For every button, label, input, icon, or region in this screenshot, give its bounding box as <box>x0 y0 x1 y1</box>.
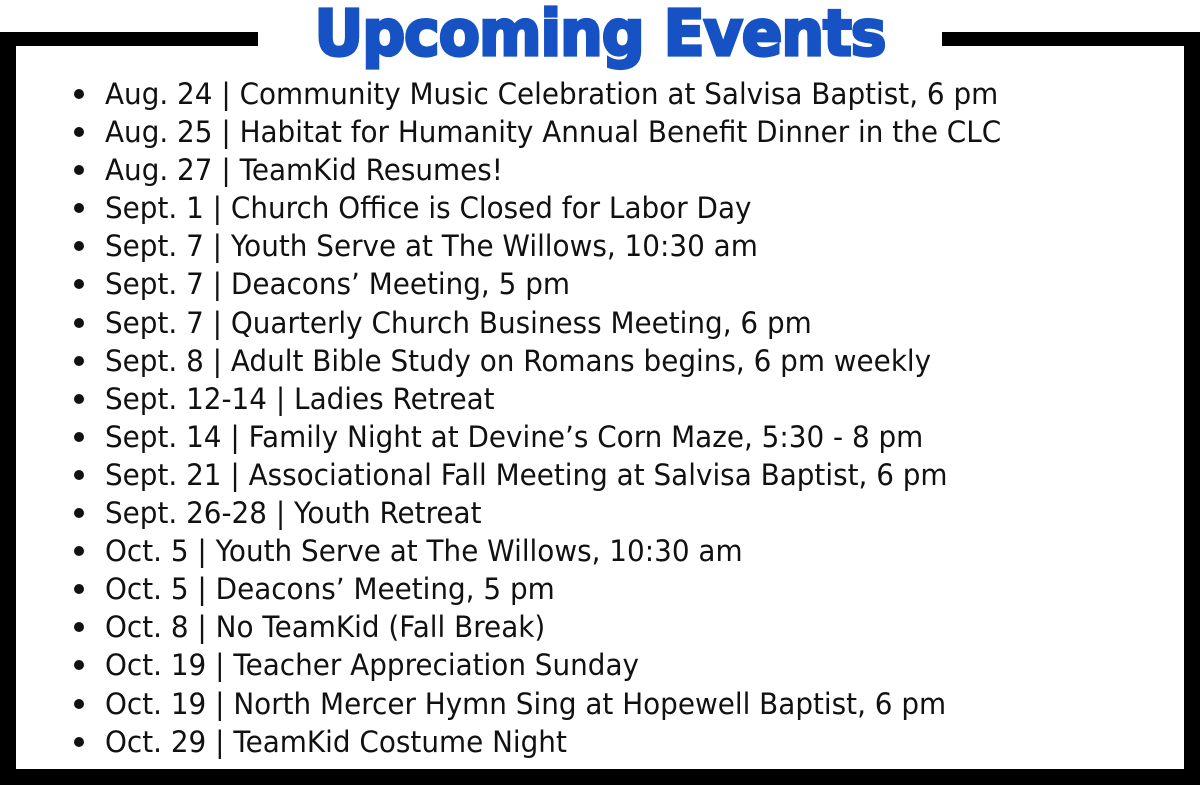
event-text: Aug. 25 | Habitat for Humanity Annual Benefit Dinner in the CLC <box>105 115 1002 150</box>
list-item <box>0 189 1039 227</box>
event-text: Oct. 19 | North Mercer Hymn Sing at Hopewell Baptist, 6 pm <box>105 686 947 721</box>
event-text: Oct. 19 | Teacher Appreciation Sunday <box>105 648 639 683</box>
list-item <box>0 646 1039 684</box>
event-text: Sept. 26-28 | Youth Retreat <box>105 496 482 531</box>
list-item <box>0 113 1039 151</box>
bullet-dot-icon <box>74 470 84 480</box>
event-text: Sept. 7 | Quarterly Church Business Meeting, 6 pm <box>105 305 812 340</box>
list-item <box>0 227 1039 265</box>
event-text: Aug. 27 | TeamKid Resumes! <box>105 153 503 188</box>
list-item <box>0 418 1039 456</box>
bullet-dot-icon <box>74 165 84 175</box>
page-title: Upcoming Events <box>314 0 886 71</box>
event-text: Sept. 7 | Youth Serve at The Willows, 10:30 am <box>105 229 758 264</box>
event-text: Sept. 7 | Deacons’ Meeting, 5 pm <box>105 267 570 302</box>
bullet-dot-icon <box>74 546 84 556</box>
bullet-dot-icon <box>74 241 84 251</box>
list-item <box>0 723 1039 761</box>
bullet-dot-icon <box>74 737 84 747</box>
list-item <box>0 265 1039 303</box>
bullet-dot-icon <box>74 203 84 213</box>
bullet-dot-icon <box>74 432 84 442</box>
event-text: Aug. 24 | Community Music Celebration at Salvisa Baptist, 6 pm <box>105 77 999 111</box>
event-text: Oct. 8 | No TeamKid (Fall Break) <box>105 610 546 645</box>
event-text: Oct. 5 | Youth Serve at The Willows, 10:30 am <box>105 534 743 569</box>
bullet-dot-icon <box>74 89 84 99</box>
bullet-dot-icon <box>74 318 84 328</box>
event-text: Sept. 12-14 | Ladies Retreat <box>105 381 495 416</box>
bullet-dot-icon <box>74 508 84 518</box>
bullet-dot-icon <box>74 127 84 137</box>
list-item <box>0 456 1039 494</box>
bullet-dot-icon <box>74 356 84 366</box>
list-item <box>0 151 1039 189</box>
list-item <box>0 494 1039 532</box>
event-text: Sept. 14 | Family Night at Devine’s Corn Maze, 5:30 - 8 pm <box>105 419 924 454</box>
bullet-dot-icon <box>74 699 84 709</box>
bullet-dot-icon <box>74 584 84 594</box>
bullet-dot-icon <box>74 279 84 289</box>
event-text: Sept. 1 | Church Office is Closed for Labor Day <box>105 191 752 226</box>
event-text: Sept. 8 | Adult Bible Study on Romans begins, 6 pm weekly <box>105 343 932 378</box>
list-item <box>0 304 1039 342</box>
list-item <box>0 570 1039 608</box>
bullet-dot-icon <box>74 622 84 632</box>
list-item <box>0 608 1039 646</box>
list-item <box>0 532 1039 570</box>
event-text: Oct. 29 | TeamKid Costume Night <box>105 724 567 759</box>
bullet-dot-icon <box>74 660 84 670</box>
bullet-dot-icon <box>74 394 84 404</box>
event-text: Sept. 21 | Associational Fall Meeting at Salvisa Baptist, 6 pm <box>105 457 948 492</box>
list-item <box>0 75 1039 113</box>
list-item <box>0 342 1039 380</box>
title-banner <box>258 0 942 71</box>
list-item <box>0 685 1039 723</box>
events-list <box>0 75 1039 761</box>
list-item <box>0 380 1039 418</box>
event-text: Oct. 5 | Deacons’ Meeting, 5 pm <box>105 572 555 607</box>
